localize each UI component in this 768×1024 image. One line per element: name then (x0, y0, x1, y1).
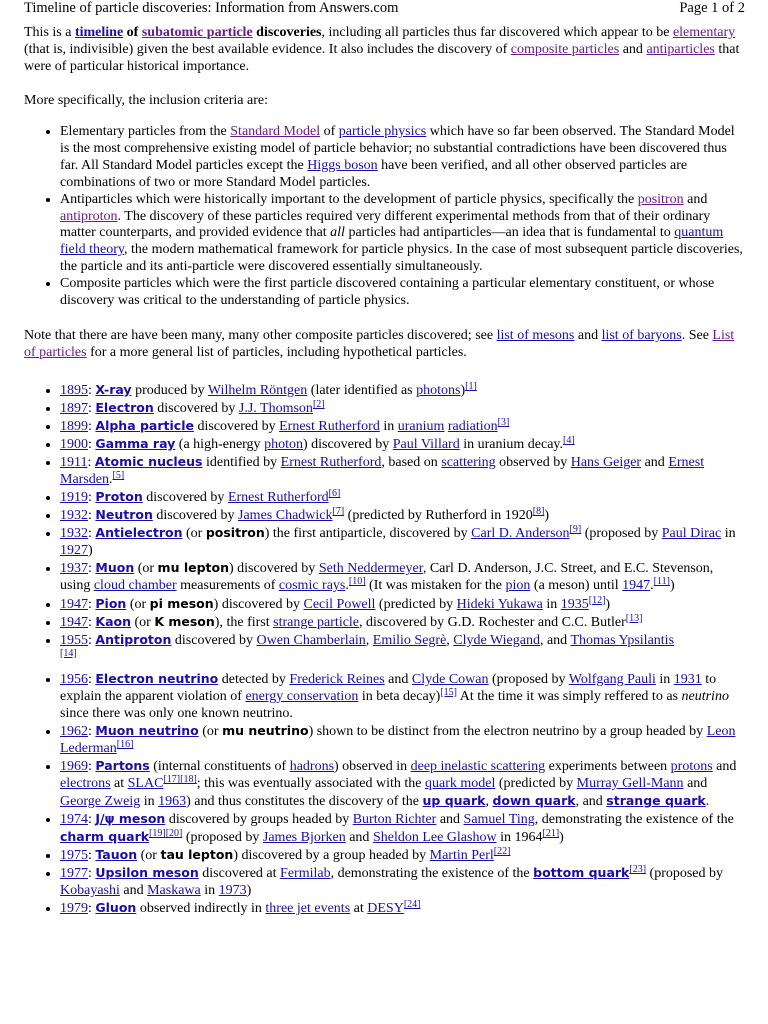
link[interactable]: pion (505, 578, 531, 594)
link-antiparticles[interactable]: antiparticles (646, 42, 715, 57)
year-link[interactable]: 1935 (560, 596, 589, 612)
reference-link[interactable]: [4] (563, 435, 575, 447)
year-link[interactable]: 1956 (60, 671, 88, 687)
particle-link[interactable]: Gamma ray (95, 436, 176, 452)
person-link[interactable]: Clyde Cowan (411, 671, 489, 687)
person-link[interactable]: Paul Villard (392, 437, 460, 453)
criteria-heading: More specifically, the inclusion criteria are: (24, 93, 268, 108)
year-link[interactable]: 1932 (60, 508, 88, 524)
person-link[interactable]: Kobayashi (60, 883, 120, 899)
link[interactable]: scattering (441, 455, 496, 471)
list-item: • 1919: Proton discovered by Ernest Rutherford[6] (60, 488, 744, 506)
list-item: • Antiparticles which were historically important to the development of particle physics, specifically the positron and antiproton. The discovery of these particles required very different experimental methods from that of their ordinary matter counterparts, and provided evidence that all particles had antiparticles—an idea that is fundamental to quantum field theory, the modern mathematical framework for particle physics. In the case of most subsequent particle discoveries, the particle and its anti-particle were discovered essentially simultaneously. (60, 192, 744, 277)
link[interactable]: uranium (397, 419, 445, 435)
list-item: • 1955: Antiproton discovered by Owen Chamberlain, Emilio Segrè, Clyde Wiegand, and Thomas Ypsilantis [14] (60, 631, 744, 666)
year-link[interactable]: 1947 (60, 596, 88, 612)
page-number: Page 1 of 2 (679, 0, 745, 16)
year-link[interactable]: 1947 (60, 614, 88, 630)
person-link[interactable]: Seth Neddermeyer (318, 561, 423, 577)
year-link[interactable]: 1973 (218, 883, 247, 899)
list-item: • 1937: Muon (or mu lepton) discovered by Seth Neddermeyer, Carl D. Anderson, J.C. Street, and E.C. Stevenson, using cloud chamber measurements of cosmic rays.[10] (It was mistaken for the pion (a meson) until 1947.[11]) (60, 559, 744, 594)
year-link[interactable]: 1962 (60, 723, 88, 739)
list-item: • 1977: Upsilon meson discovered at Fermilab, demonstrating the existence of the bottom quark[23] (proposed by Kobayashi and Maskawa in 1973) (60, 864, 744, 899)
criteria-list (24, 124, 744, 310)
list-item: • 1911: Atomic nucleus identified by Ernest Rutherford, based on scattering observed by Hans Geiger and Ernest Marsden.[5] (60, 453, 744, 488)
particle-link[interactable]: bottom quark (533, 865, 630, 881)
link[interactable]: energy conservation (245, 688, 359, 704)
link-subatomic-particle[interactable]: subatomic particle (141, 25, 253, 40)
link[interactable]: hadrons (289, 758, 335, 774)
link[interactable]: DESY (367, 901, 404, 917)
reference-link[interactable]: [8] (532, 506, 545, 518)
particle-link[interactable]: Electron neutrino (95, 670, 219, 686)
year-link[interactable]: 1899 (60, 419, 88, 435)
link-quantum-field-theory[interactable]: quantum field theory (60, 225, 724, 258)
person-link[interactable]: Samuel Ting (463, 812, 535, 828)
reference-link[interactable]: [20] (165, 828, 183, 840)
link-particle-physics[interactable]: particle physics (338, 124, 427, 139)
year-link[interactable]: 1977 (60, 866, 88, 882)
reference-link[interactable]: [19] (149, 828, 166, 840)
year-link[interactable]: 1963 (158, 794, 187, 810)
link[interactable]: three jet events (265, 901, 351, 917)
link-higgs-boson[interactable]: Higgs boson (307, 157, 378, 173)
person-link[interactable]: Wolfgang Pauli (568, 671, 656, 687)
note-paragraph: Note that there are have been many, many other composite particles discovered; see list of mesons and list of baryons. See List of particles for a more general list of particles, including hypothetical particles. (24, 327, 735, 360)
year-link[interactable]: 1919 (60, 490, 88, 506)
person-link[interactable]: Clyde Wiegand (453, 632, 540, 648)
list-item: • 1932: Antielectron (or positron) the first antiparticle, discovered by Carl D. Anderson[9] (proposed by Paul Dirac in 1927) (60, 524, 744, 559)
reference-link[interactable]: [12] (588, 594, 606, 606)
list-item: • 1974: J/ψ meson discovered by groups headed by Burton Richter and Samuel Ting, demonstrating the existence of the charm quark[19][20] (proposed by James Bjorken and Sheldon Lee Glashow in 1964[21]) (60, 810, 744, 846)
link[interactable]: cloud chamber (93, 578, 177, 594)
list-item: • Elementary particles from the Standard Model of particle physics which have so far been observed. The Standard Model is the most comprehensive existing model of particle behavior; no substantial contradictions have been discovered thus far. All Standard Model particles except the Higgs boson have been verified, and all other observed particles are combinations of two or more Standard Model particles. (60, 124, 744, 192)
person-link[interactable]: Ernest Rutherford (280, 455, 382, 471)
person-link[interactable]: James Bjorken (262, 830, 346, 846)
reference-link[interactable]: [2] (312, 399, 325, 411)
year-link[interactable]: 1895 (60, 382, 88, 398)
list-item: • 1897: Electron discovered by J.J. Thomson[2] (60, 399, 744, 417)
reference-link[interactable]: [9] (569, 524, 582, 536)
person-link[interactable]: Murray Gell-Mann (576, 776, 684, 791)
link-composite-particles[interactable]: composite particles (510, 42, 620, 57)
link[interactable]: SLAC (127, 776, 164, 791)
particle-link[interactable]: Antiproton (95, 631, 172, 647)
reference-link[interactable]: [7] (332, 506, 345, 518)
link[interactable]: cosmic rays (278, 578, 346, 594)
reference-link[interactable]: [17] (163, 774, 181, 785)
year-link[interactable]: 1931 (673, 671, 702, 687)
list-item: • 1975: Tauon (or tau lepton) discovered by a group headed by Martin Perl[22] (60, 846, 744, 864)
link[interactable]: photon (264, 437, 303, 453)
person-link[interactable]: J.J. Thomson (238, 401, 313, 417)
year-link[interactable]: 1947 (622, 578, 651, 594)
year-link[interactable]: 1955 (60, 632, 88, 648)
list-item: • 1932: Neutron discovered by James Chadwick[7] (predicted by Rutherford in 1920[8]) (60, 506, 744, 524)
particle-link[interactable]: J/ψ meson (95, 811, 166, 827)
person-link[interactable]: Cecil Powell (303, 596, 376, 612)
reference-link[interactable]: [6] (328, 488, 341, 500)
reference-link[interactable]: [22] (493, 846, 511, 858)
link-antiproton[interactable]: antiproton (60, 208, 118, 224)
particle-link[interactable]: Atomic nucleus (94, 454, 203, 470)
reference-link[interactable]: [5] (112, 470, 125, 482)
person-link[interactable]: Owen Chamberlain (256, 632, 366, 648)
link-positron[interactable]: positron (637, 191, 684, 207)
link-list-of-mesons[interactable]: list of mesons (496, 327, 575, 343)
reference-link[interactable]: [18] (180, 774, 197, 785)
person-link[interactable]: Sheldon Lee Glashow (372, 830, 497, 846)
particle-link[interactable]: Muon neutrino (95, 722, 199, 738)
list-item: • 1895: X-ray produced by Wilhelm Röntgen (later identified as photons)[1] (60, 381, 744, 399)
year-link[interactable]: 1927 (60, 543, 88, 559)
year-link[interactable]: 1975 (60, 848, 88, 864)
link[interactable]: quark model (425, 776, 496, 791)
link-list-of-particles[interactable]: List of particles (24, 327, 735, 360)
list-item: • 1899: Alpha particle discovered by Ernest Rutherford in uranium radiation[3] (60, 417, 744, 435)
person-link[interactable]: James Chadwick (238, 508, 333, 524)
particle-link[interactable]: Gluon (95, 900, 137, 916)
page-title: Timeline of particle discoveries: Information from Answers.com (24, 0, 399, 16)
person-link[interactable]: Martin Perl (429, 848, 494, 864)
particle-link[interactable]: Antielectron (95, 525, 183, 541)
person-link[interactable]: Carl D. Anderson (471, 526, 570, 542)
link[interactable]: protons (670, 758, 713, 774)
timeline-list (24, 381, 744, 917)
link[interactable]: Fermilab (280, 866, 331, 882)
reference-link[interactable]: [11] (653, 576, 670, 588)
link[interactable]: deep inelastic scattering (410, 758, 546, 774)
year-link[interactable]: 1897 (60, 401, 88, 417)
particle-link[interactable]: charm quark (60, 829, 150, 845)
list-item: • 1900: Gamma ray (a high-energy photon) discovered by Paul Villard in uranium decay.[4] (60, 435, 744, 453)
particle-link[interactable]: Kaon (95, 613, 131, 629)
person-link[interactable]: Burton Richter (352, 812, 437, 828)
year-link[interactable]: 1911 (60, 455, 88, 471)
person-link[interactable]: Frederick Reines (289, 671, 385, 687)
list-item: • 1962: Muon neutrino (or mu neutrino) shown to be distinct from the electron neutrino by a group headed by Leon Lederman[16] (60, 722, 744, 757)
year-link[interactable]: 1900 (60, 437, 88, 453)
reference-link[interactable]: [23] (629, 864, 647, 876)
link[interactable]: electrons (60, 776, 111, 791)
article-body (24, 24, 744, 917)
reference-link[interactable]: [24] (403, 899, 421, 911)
list-item: • 1947: Pion (or pi meson) discovered by Cecil Powell (predicted by Hideki Yukawa in 1935[12]) (60, 595, 744, 613)
reference-link[interactable]: [15] (440, 686, 458, 698)
particle-link[interactable]: up quark (422, 793, 486, 809)
link-timeline[interactable]: timeline (74, 25, 124, 40)
reference-link[interactable]: [1] (465, 380, 477, 392)
link-list-of-baryons[interactable]: list of baryons (601, 327, 682, 343)
person-link[interactable]: George Zweig (60, 794, 141, 810)
particle-link[interactable]: Tauon (95, 847, 138, 863)
reference-link[interactable]: [16] (116, 738, 134, 750)
person-link[interactable]: Paul Dirac (661, 526, 722, 542)
year-link[interactable]: 1969 (60, 758, 88, 774)
list-item: • Composite particles which were the first particle discovered containing a particular elementary constituent, or whose discovery was critical to the understanding of particle physics. (60, 276, 744, 310)
year-link[interactable]: 1937 (60, 561, 88, 577)
list-item: • 1979: Gluon observed indirectly in three jet events at DESY[24] (60, 899, 744, 917)
particle-link[interactable]: Electron (95, 400, 154, 416)
person-link[interactable]: Ernest Rutherford (227, 490, 329, 506)
reference-link[interactable]: [14] (60, 647, 77, 659)
year-link[interactable]: 1932 (60, 526, 88, 542)
reference-link[interactable]: [10] (348, 576, 366, 588)
person-link[interactable]: Emilio Segrè (372, 632, 447, 648)
particle-link[interactable]: Proton (95, 489, 143, 505)
person-link[interactable]: Hans Geiger (570, 455, 642, 471)
particle-link[interactable]: Alpha particle (95, 418, 194, 434)
reference-link[interactable]: [3] (497, 417, 510, 429)
print-header (24, 0, 768, 22)
person-link[interactable]: Wilhelm Röntgen (207, 382, 308, 398)
particle-link[interactable]: Upsilon meson (95, 865, 199, 881)
person-link[interactable]: Hideki Yukawa (456, 596, 543, 612)
particle-link[interactable]: Neutron (95, 507, 153, 523)
list-item: • 1969: Partons (internal constituents of hadrons) observed in deep inelastic scattering experiments between protons and electrons at SLAC[17][18]; this was eventually associated with the quark model (predicted by Murray Gell-Mann and George Zweig in 1963) and thus constitutes the discovery of the up quark, down quark, and strange quark. (60, 757, 744, 810)
year-link[interactable]: 1974 (60, 812, 88, 828)
particle-link[interactable]: down quark (492, 793, 576, 809)
link[interactable]: strange particle (273, 614, 360, 630)
link-standard-model[interactable]: Standard Model (230, 124, 321, 139)
year-link[interactable]: 1979 (60, 901, 88, 917)
person-link[interactable]: Thomas Ypsilantis (570, 632, 675, 648)
reference-link[interactable]: [21] (542, 828, 560, 840)
list-item: • 1947: Kaon (or K meson), the first strange particle, discovered by G.D. Rochester and C.C. Butler[13] (60, 613, 744, 631)
person-link[interactable]: Ernest Rutherford (279, 419, 380, 435)
particle-link[interactable]: Partons (95, 757, 150, 773)
particle-link[interactable]: Pion (95, 595, 127, 611)
person-link[interactable]: Ernest Marsden (60, 455, 705, 488)
link-elementary[interactable]: elementary (672, 25, 736, 40)
particle-link[interactable]: X-ray (95, 381, 132, 397)
link[interactable]: photons (416, 382, 461, 398)
list-item: • 1956: Electron neutrino detected by Frederick Reines and Clyde Cowan (proposed by Wolfgang Pauli in 1931 to explain the apparent violation of energy conservation in beta decay)[15] At the time it was simply reffered to as neutrino since there was only one known neutrino. (60, 670, 744, 722)
person-link[interactable]: Leon Lederman (60, 723, 736, 756)
particle-link[interactable]: strange quark (606, 793, 706, 809)
person-link[interactable]: Maskawa (147, 883, 201, 899)
intro-paragraph: This is a timeline of subatomic particle discoveries, including all particles thus far discovered which appear to be elementary (that is, indivisible) given the best available evidence. It also includes the discovery of composite particles and antiparticles that were of particular historical importance. (24, 25, 740, 74)
particle-link[interactable]: Muon (95, 560, 135, 576)
link[interactable]: radiation (447, 419, 498, 435)
reference-link[interactable]: [13] (625, 612, 643, 624)
